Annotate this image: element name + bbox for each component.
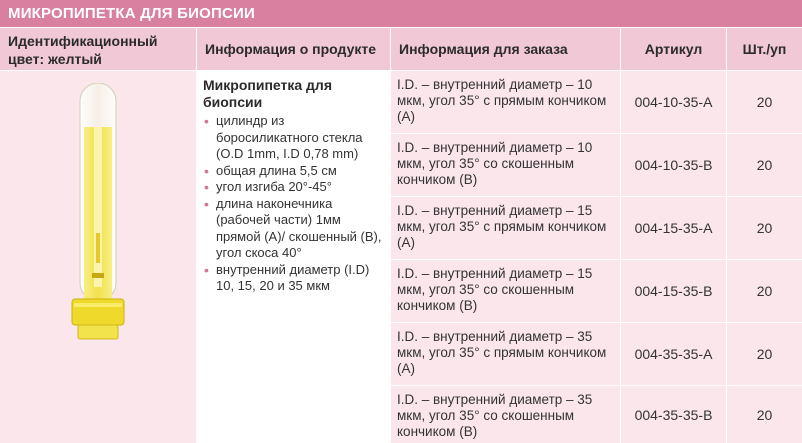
order-info-cell: I.D. – внутренний диаметр – 35 мкм, угол 35° со скошенным кончиком (B) [391,386,620,443]
product-spec-list [203,113,384,295]
order-info-cell: I.D. – внутренний диаметр – 15 мкм, угол 35° со скошенным кончиком (B) [391,260,620,322]
order-info-cell: I.D. – внутренний диаметр – 10 мкм, угол 35° с прямым кончиком (A) [391,71,620,133]
qty-cell: 20 [727,134,802,196]
qty-cell: 20 [727,197,802,259]
product-spec-item: • общая длина 5,5 см [203,163,384,180]
header-order: Информация для заказа [391,28,620,70]
pipette-tube-icon [58,83,138,393]
article-cell: 004-15-35-A [621,197,726,259]
article-cell: 004-15-35-B [621,260,726,322]
header-color-line2: цвет: желтый [8,51,102,67]
table-header [0,28,802,70]
header-color [0,28,196,70]
qty-cell: 20 [727,323,802,385]
qty-cell: 20 [727,71,802,133]
article-cell: 004-35-35-A [621,323,726,385]
article-cell: 004-10-35-B [621,134,726,196]
order-info-cell: I.D. – внутренний диаметр – 10 мкм, угол 35° со скошенным кончиком (B) [391,134,620,196]
header-article: Артикул [621,28,726,70]
product-spec-item: • длина наконечника (рабочей части) 1мм прямой (A)/ скошенный (B), угол скоса 40° [203,196,384,262]
table-title: МИКРОПИПЕТКА ДЛЯ БИОПСИИ [0,0,802,27]
qty-cell: 20 [727,260,802,322]
product-title: Микропипетка для биопсии [203,77,332,110]
header-product: Информация о продукте [197,28,390,70]
order-info-cell: I.D. – внутренний диаметр – 15 мкм, угол 35° с прямым кончиком (A) [391,197,620,259]
header-qty: Шт./уп [727,28,802,70]
article-cell: 004-35-35-B [621,386,726,443]
product-spec-item: • внутренний диаметр (I.D) 10, 15, 20 и 35 мкм [203,262,384,295]
product-image-cell [0,71,196,443]
header-color-line1: Идентификационный [8,33,158,49]
product-spec-item: • цилиндр из боросиликатного стекла (O.D 1mm, I.D 0,78 mm) [203,113,384,163]
order-info-cell: I.D. – внутренний диаметр – 35 мкм, угол 35° с прямым кончиком (A) [391,323,620,385]
product-info-cell [197,71,390,443]
product-spec-item: • угол изгиба 20°-45° [203,179,384,196]
qty-cell: 20 [727,386,802,443]
article-cell: 004-10-35-A [621,71,726,133]
